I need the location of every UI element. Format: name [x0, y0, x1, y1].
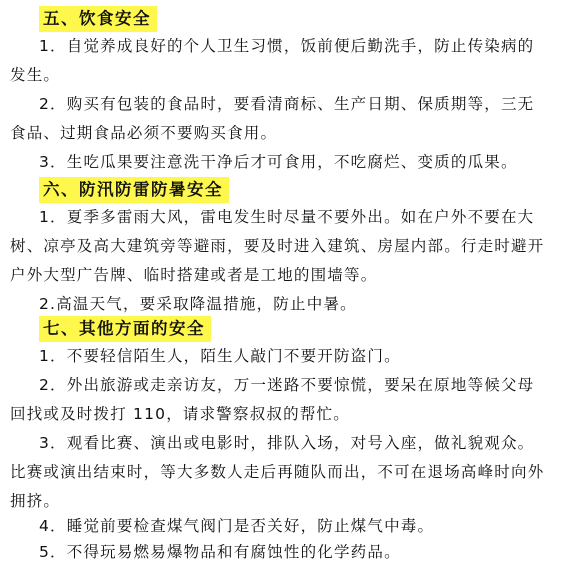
other-safety-item-2-line-1: 2．外出旅游或走亲访友，万一迷路不要惊慌，要呆在原地等候父母 — [39, 376, 535, 394]
other-safety-item-3-line-2: 比赛或演出结束时，等大多数人走后再随队而出，不可在退场高峰时向外 — [10, 463, 545, 481]
weather-safety-item-1-line-2: 树、凉亭及高大建筑旁等避雨，要及时进入建筑、房屋内部。行走时避开 — [10, 237, 545, 255]
other-safety-item-3-line-3: 拥挤。 — [10, 492, 61, 510]
section-heading-weather-safety: 六、防汛防雷防暑安全 — [39, 177, 229, 203]
other-safety-item-4: 4．睡觉前要检查煤气阀门是否关好，防止煤气中毒。 — [39, 517, 435, 535]
other-safety-item-2-line-2: 回找或及时拨打 110，请求警察叔叔的帮忙。 — [10, 405, 350, 423]
food-safety-item-2-line-1: 2．购买有包装的食品时，要看清商标、生产日期、保质期等，三无 — [39, 95, 535, 113]
weather-safety-item-1-line-3: 户外大型广告牌、临时搭建或者是工地的围墙等。 — [10, 266, 378, 284]
other-safety-item-1: 1．不要轻信陌生人，陌生人敲门不要开防盗门。 — [39, 347, 401, 365]
section-heading-food-safety: 五、饮食安全 — [39, 6, 157, 32]
weather-safety-item-1-line-1: 1．夏季多雷雨大风，雷电发生时尽量不要外出。如在户外不要在大 — [39, 208, 535, 226]
weather-safety-item-2: 2.高温天气，要采取降温措施，防止中暑。 — [39, 295, 357, 313]
other-safety-item-5: 5．不得玩易燃易爆物品和有腐蚀性的化学药品。 — [39, 543, 401, 561]
food-safety-item-1-line-1: 1．自觉养成良好的个人卫生习惯，饭前便后勤洗手，防止传染病的 — [39, 37, 535, 55]
food-safety-item-1-line-2: 发生。 — [10, 66, 61, 84]
other-safety-item-3-line-1: 3．观看比赛、演出或电影时，排队入场，对号入座，做礼貌观众。 — [39, 434, 535, 452]
section-heading-other-safety: 七、其他方面的安全 — [39, 316, 211, 342]
food-safety-item-3: 3．生吃瓜果要注意洗干净后才可食用，不吃腐烂、变质的瓜果。 — [39, 153, 518, 171]
food-safety-item-2-line-2: 食品、过期食品必须不要购买食用。 — [10, 124, 278, 142]
